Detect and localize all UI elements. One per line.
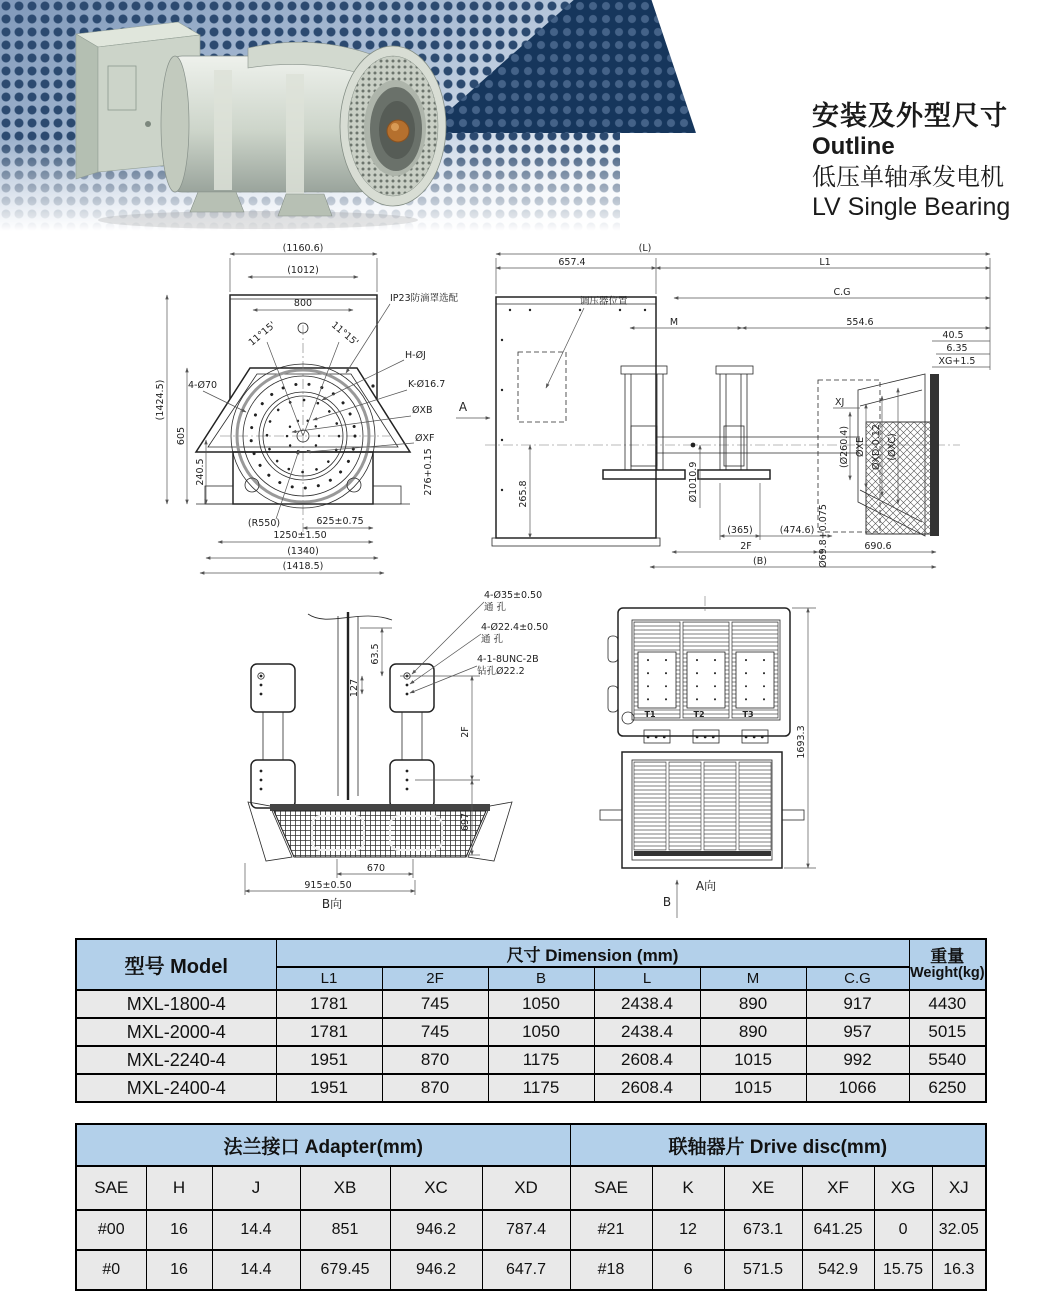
- page-title-zh: 安装及外型尺寸: [812, 101, 1008, 131]
- weight-header-en: Weight(kg): [909, 964, 985, 981]
- technical-drawings: [60, 240, 995, 938]
- a-view-label: A向: [695, 879, 717, 893]
- cell: 14.4: [212, 1250, 300, 1290]
- col-header: K: [652, 1166, 724, 1210]
- page-subtitle-en: LV Single Bearing: [812, 192, 1011, 221]
- col-header: XC: [390, 1166, 482, 1210]
- cell: 647.7: [482, 1250, 570, 1290]
- cell: 1050: [488, 990, 594, 1018]
- cell: 787.4: [482, 1210, 570, 1250]
- col-header: XD: [482, 1166, 570, 1210]
- dim-label: (1340): [287, 546, 319, 557]
- dim-label: C.G: [833, 287, 851, 298]
- cell: 890: [700, 990, 806, 1018]
- front-view-drawing: [155, 243, 459, 573]
- col-header-b: B: [488, 967, 594, 990]
- dim-label: ØXF: [415, 433, 435, 444]
- dim-label: 625±0.75: [316, 516, 364, 527]
- table-header-row: [76, 939, 986, 967]
- col-header-l: L: [594, 967, 700, 990]
- dim-label: XG+1.5: [938, 356, 976, 367]
- page-title-block: [812, 102, 1010, 221]
- b-view-label: B向: [321, 897, 343, 911]
- cell: #0: [76, 1250, 146, 1290]
- page-subtitle-zh: 低压单轴承发电机: [812, 164, 1004, 192]
- dim-label: (B): [753, 556, 767, 567]
- weight-header-zh: 重量: [930, 946, 965, 966]
- table-row: [76, 1046, 986, 1074]
- dim-label: K-Ø16.7: [408, 379, 446, 390]
- cell: 1175: [488, 1046, 594, 1074]
- dim-label: 670: [366, 863, 386, 874]
- cell: 679.45: [300, 1250, 390, 1290]
- cell: 14.4: [212, 1210, 300, 1250]
- col-header: SAE: [570, 1166, 652, 1210]
- dim-label: 915±0.50: [304, 880, 352, 891]
- col-header: XJ: [932, 1166, 986, 1210]
- dim-label: 1693.3: [796, 725, 807, 759]
- table-row: [76, 1018, 986, 1046]
- dim-label: H-ØJ: [405, 350, 426, 361]
- hole-callout: 4-1-8UNC-2B: [477, 654, 539, 665]
- dim-label: ØXB: [412, 405, 433, 416]
- dim-label: (365): [727, 525, 753, 536]
- cell: 542.9: [802, 1250, 874, 1290]
- col-header-cg: C.G: [806, 967, 909, 990]
- dim-label: IP23防滴罩选配: [390, 293, 459, 304]
- dim-label: 11°15': [328, 319, 361, 349]
- dim-label: 11°15': [246, 319, 279, 349]
- cell: 2608.4: [594, 1074, 700, 1102]
- cell: 5015: [909, 1018, 986, 1046]
- col-header: XF: [802, 1166, 874, 1210]
- model-cell: MXL-1800-4: [76, 990, 276, 1018]
- section-arrow-b-label: B: [662, 895, 672, 909]
- generator-image: [76, 22, 446, 229]
- cell: 6: [652, 1250, 724, 1290]
- dim-label: 2F: [460, 726, 471, 738]
- cell: 992: [806, 1046, 909, 1074]
- cell: 1015: [700, 1074, 806, 1102]
- col-header: XB: [300, 1166, 390, 1210]
- model-column-header: 型号 Model: [76, 939, 276, 990]
- dim-label: M: [669, 317, 679, 328]
- dim-label: 6.35: [946, 343, 968, 354]
- col-header-l1: L1: [276, 967, 382, 990]
- table-row: [76, 1250, 986, 1290]
- dim-label: (1160.6): [282, 243, 324, 254]
- table-row: [76, 990, 986, 1018]
- terminal-label-t1: T1: [644, 710, 656, 719]
- cell: 957: [806, 1018, 909, 1046]
- dim-label: Ø69.8+0.075: [818, 504, 829, 568]
- col-header-m: M: [700, 967, 806, 990]
- table-row: [76, 1074, 986, 1102]
- cell: 1951: [276, 1046, 382, 1074]
- cell: 745: [382, 990, 488, 1018]
- hero-banner: [0, 0, 1055, 240]
- model-cell: MXL-2000-4: [76, 1018, 276, 1046]
- dim-label: (1418.5): [282, 561, 324, 572]
- col-header: J: [212, 1166, 300, 1210]
- dim-label: 657.4: [558, 257, 586, 268]
- col-header: H: [146, 1166, 212, 1210]
- cell: #18: [570, 1250, 652, 1290]
- side-view-drawing: [456, 243, 990, 568]
- hole-callout: 通 孔: [481, 634, 504, 645]
- cell: 1781: [276, 990, 382, 1018]
- a-view-drawing: [600, 596, 816, 918]
- dim-label: (R550): [247, 518, 281, 529]
- dim-label: (ØXC): [887, 433, 898, 461]
- cell: 32.05: [932, 1210, 986, 1250]
- cell: 851: [300, 1210, 390, 1250]
- cell: 2438.4: [594, 1018, 700, 1046]
- cell: 12: [652, 1210, 724, 1250]
- dim-label: 240.5: [195, 458, 206, 486]
- hole-callout: 钻孔Ø22.2: [477, 666, 525, 677]
- cell: 1781: [276, 1018, 382, 1046]
- dim-label: (L): [638, 243, 652, 254]
- cell: 890: [700, 1018, 806, 1046]
- dim-label: 63.5: [370, 643, 381, 665]
- drivedisc-group-header: 联轴器片 Drive disc(mm): [570, 1124, 986, 1166]
- cell: 946.2: [390, 1210, 482, 1250]
- dim-label: 2F: [740, 541, 752, 552]
- dim-label: 276+0.15: [423, 448, 434, 496]
- dim-label: 554.6: [846, 317, 874, 328]
- col-header: XG: [874, 1166, 932, 1210]
- dim-label: XJ: [835, 397, 845, 408]
- cell: 1015: [700, 1046, 806, 1074]
- hole-callout: 4-Ø35±0.50: [484, 590, 543, 601]
- cell: 571.5: [724, 1250, 802, 1290]
- cell: 1951: [276, 1074, 382, 1102]
- col-header: XE: [724, 1166, 802, 1210]
- dimension-group-header: 尺寸 Dimension (mm): [276, 939, 909, 967]
- dim-label: 265.8: [518, 480, 529, 508]
- dim-label: (1012): [287, 265, 319, 276]
- cell: 1175: [488, 1074, 594, 1102]
- b-view-drawing: [245, 590, 548, 911]
- dim-label: 40.5: [942, 330, 964, 341]
- generator-photo-illustration: [48, 4, 458, 234]
- table-row: [76, 1210, 986, 1250]
- cell: 2608.4: [594, 1046, 700, 1074]
- cell: 6250: [909, 1074, 986, 1102]
- cell: #00: [76, 1210, 146, 1250]
- col-header: SAE: [76, 1166, 146, 1210]
- dim-label: L1: [819, 257, 831, 268]
- dim-label: (474.6): [779, 525, 815, 536]
- cell: 917: [806, 990, 909, 1018]
- cell: 946.2: [390, 1250, 482, 1290]
- dim-label: 4-Ø70: [188, 380, 218, 391]
- dim-label: 127: [349, 678, 360, 698]
- dim-label: (1424.5): [155, 379, 166, 421]
- model-cell: MXL-2400-4: [76, 1074, 276, 1102]
- weight-column-header: [909, 939, 986, 990]
- cell: 0: [874, 1210, 932, 1250]
- cell: 673.1: [724, 1210, 802, 1250]
- terminal-label-t2: T2: [693, 710, 705, 719]
- dim-label: ØXD-0.12: [871, 424, 882, 470]
- cell: 641.25: [802, 1210, 874, 1250]
- dim-label: 1250±1.50: [273, 530, 327, 541]
- cell: 870: [382, 1046, 488, 1074]
- cell: 1066: [806, 1074, 909, 1102]
- adapter-drivedisc-table: [75, 1123, 987, 1291]
- dim-label: 605: [176, 426, 187, 446]
- hole-callout: 4-Ø22.4±0.50: [481, 622, 549, 633]
- dim-label: Ø1010.9: [688, 461, 699, 503]
- cell: 16.3: [932, 1250, 986, 1290]
- column-header-row: [76, 1166, 986, 1210]
- cell: 5540: [909, 1046, 986, 1074]
- terminal-label-t3: T3: [742, 710, 754, 719]
- cell: 16: [146, 1210, 212, 1250]
- dim-label: 697: [460, 812, 471, 832]
- col-header-2f: 2F: [382, 967, 488, 990]
- page-title-en: Outline: [812, 133, 895, 161]
- cell: 2438.4: [594, 990, 700, 1018]
- dim-label: (Ø260.4): [839, 425, 850, 469]
- adapter-group-header: 法兰接口 Adapter(mm): [76, 1124, 570, 1166]
- cell: 745: [382, 1018, 488, 1046]
- dim-label: 800: [293, 298, 313, 309]
- cell: 1050: [488, 1018, 594, 1046]
- section-arrow-a-label: A: [458, 400, 468, 414]
- cell: 15.75: [874, 1250, 932, 1290]
- group-header-row: [76, 1124, 986, 1166]
- model-cell: MXL-2240-4: [76, 1046, 276, 1074]
- dim-label: ØXE: [855, 437, 866, 457]
- cell: 870: [382, 1074, 488, 1102]
- regulator-label: 调压器位置: [580, 296, 628, 307]
- cell: #21: [570, 1210, 652, 1250]
- cell: 16: [146, 1250, 212, 1290]
- cell: 4430: [909, 990, 986, 1018]
- hole-callout: 通 孔: [484, 602, 507, 613]
- dimension-weight-table: [75, 938, 987, 1103]
- dim-label: 690.6: [864, 541, 892, 552]
